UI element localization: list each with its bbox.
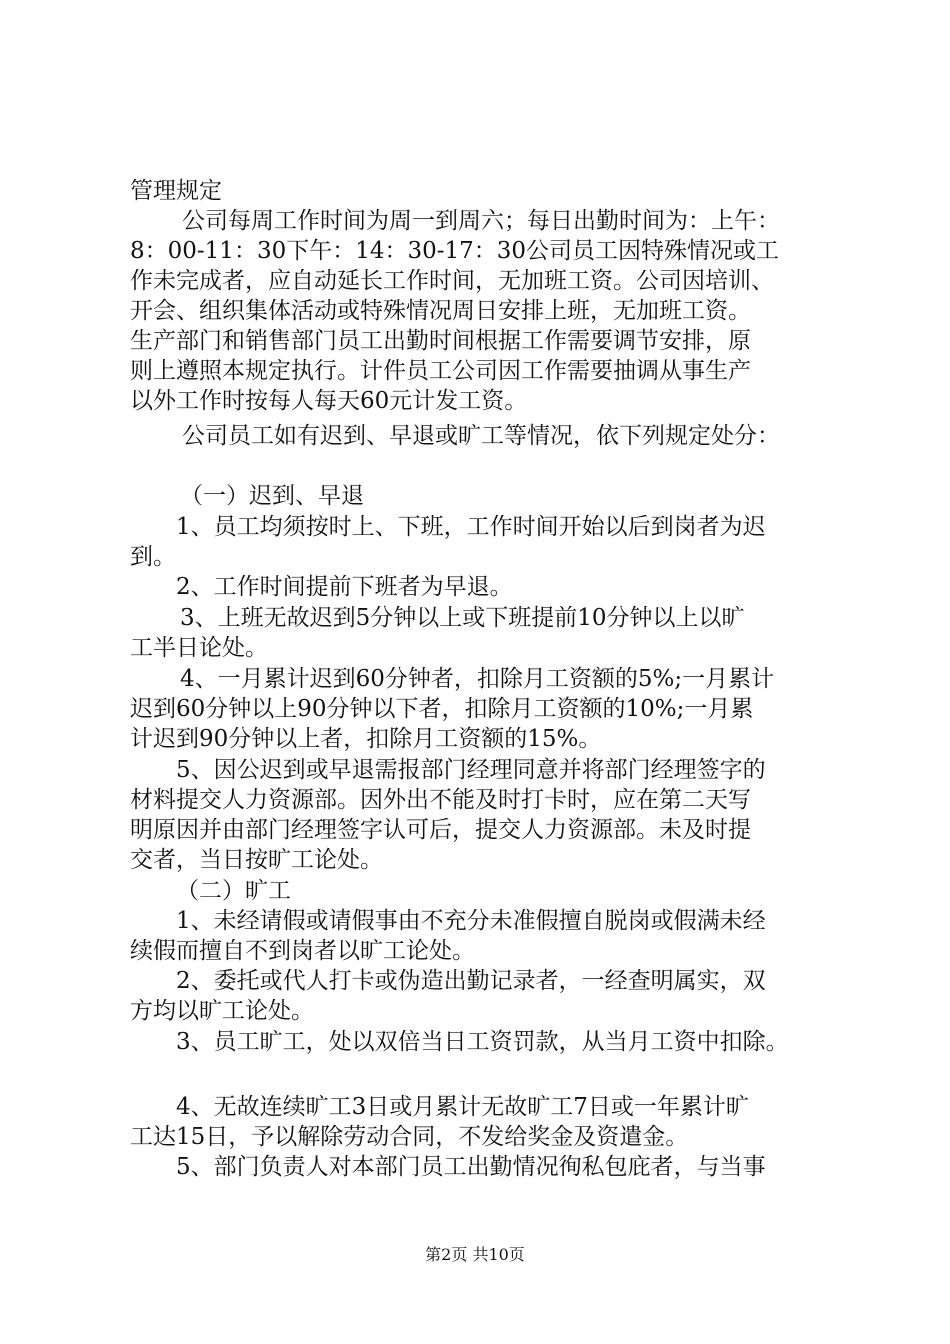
list-item: 方均以旷工论处。 [130,998,314,1024]
paragraph-line: 公司员工如有迟到、早退或旷工等情况，依下列规定处分： [182,423,780,449]
list-item: 工达15日，予以解除劳动合同，不发给奖金及资遣金。 [130,1124,689,1150]
list-item: 1、未经请假或请假事由不充分未准假擅自脱岗或假满未经 [176,908,766,934]
paragraph-line: 作未完成者，应自动延长工作时间，无加班工资。公司因培训、 [130,268,774,294]
list-item: 工半日论处。 [130,635,268,661]
paragraph-line: 公司每周工作时间为周一到周六；每日出勤时间为：上午： [182,208,780,234]
list-item: 4、无故连续旷工3日或月累计无故旷工7日或一年累计旷 [176,1094,749,1120]
list-item: 5、因公迟到或早退需报部门经理同意并将部门经理签字的 [176,757,766,783]
paragraph-line: 生产部门和销售部门员工出勤时间根据工作需要调节安排，原 [130,328,751,354]
page-number-footer: 第2页 共10页 [425,1245,525,1264]
list-item: 4、一月累计迟到60分钟者，扣除月工资额的5%;一月累计 [180,666,775,692]
list-item: 3、员工旷工，处以双倍当日工资罚款，从当月工资中扣除。 [176,1029,789,1055]
paragraph-line: 开会、组织集体活动或特殊情况周日安排上班，无加班工资。 [130,298,751,324]
list-item: 计迟到90分钟以上者，扣除月工资额的15%。 [130,726,602,752]
list-item: 明原因并由部门经理签字认可后，提交人力资源部。未及时提 [130,817,751,843]
list-item: 1、员工均须按时上、下班，工作时间开始以后到岗者为迟 [176,514,766,540]
subsection-heading: （一）迟到、早退 [180,483,364,509]
paragraph-line: 则上遵照本规定执行。计件员工公司因工作需要抽调从事生产 [130,358,751,384]
subsection-heading: （二）旷工 [176,878,291,904]
list-item: 2、工作时间提前下班者为早退。 [176,574,513,600]
list-item: 材料提交人力资源部。因外出不能及时打卡时，应在第二天写 [130,787,751,813]
section-title: 管理规定 [130,178,222,204]
list-item: 迟到60分钟以上90分钟以下者，扣除月工资额的10%;一月累 [130,696,754,722]
list-item: 交者，当日按旷工论处。 [130,847,383,873]
list-item: 3、上班无故迟到5分钟以上或下班提前10分钟以上以旷 [180,605,745,631]
list-item: 续假而擅自不到岗者以旷工论处。 [130,938,475,964]
paragraph-line: 以外工作时按每人每天60元计发工资。 [130,388,528,414]
list-item: 5、部门负责人对本部门员工出勤情况徇私包庇者，与当事 [176,1154,766,1180]
list-item: 到。 [130,544,176,570]
paragraph-line: 8：00-11：30下午：14：30-17：30公司员工因特殊情况或工 [130,238,780,264]
list-item: 2、委托或代人打卡或伪造出勤记录者，一经查明属实，双 [176,968,766,994]
